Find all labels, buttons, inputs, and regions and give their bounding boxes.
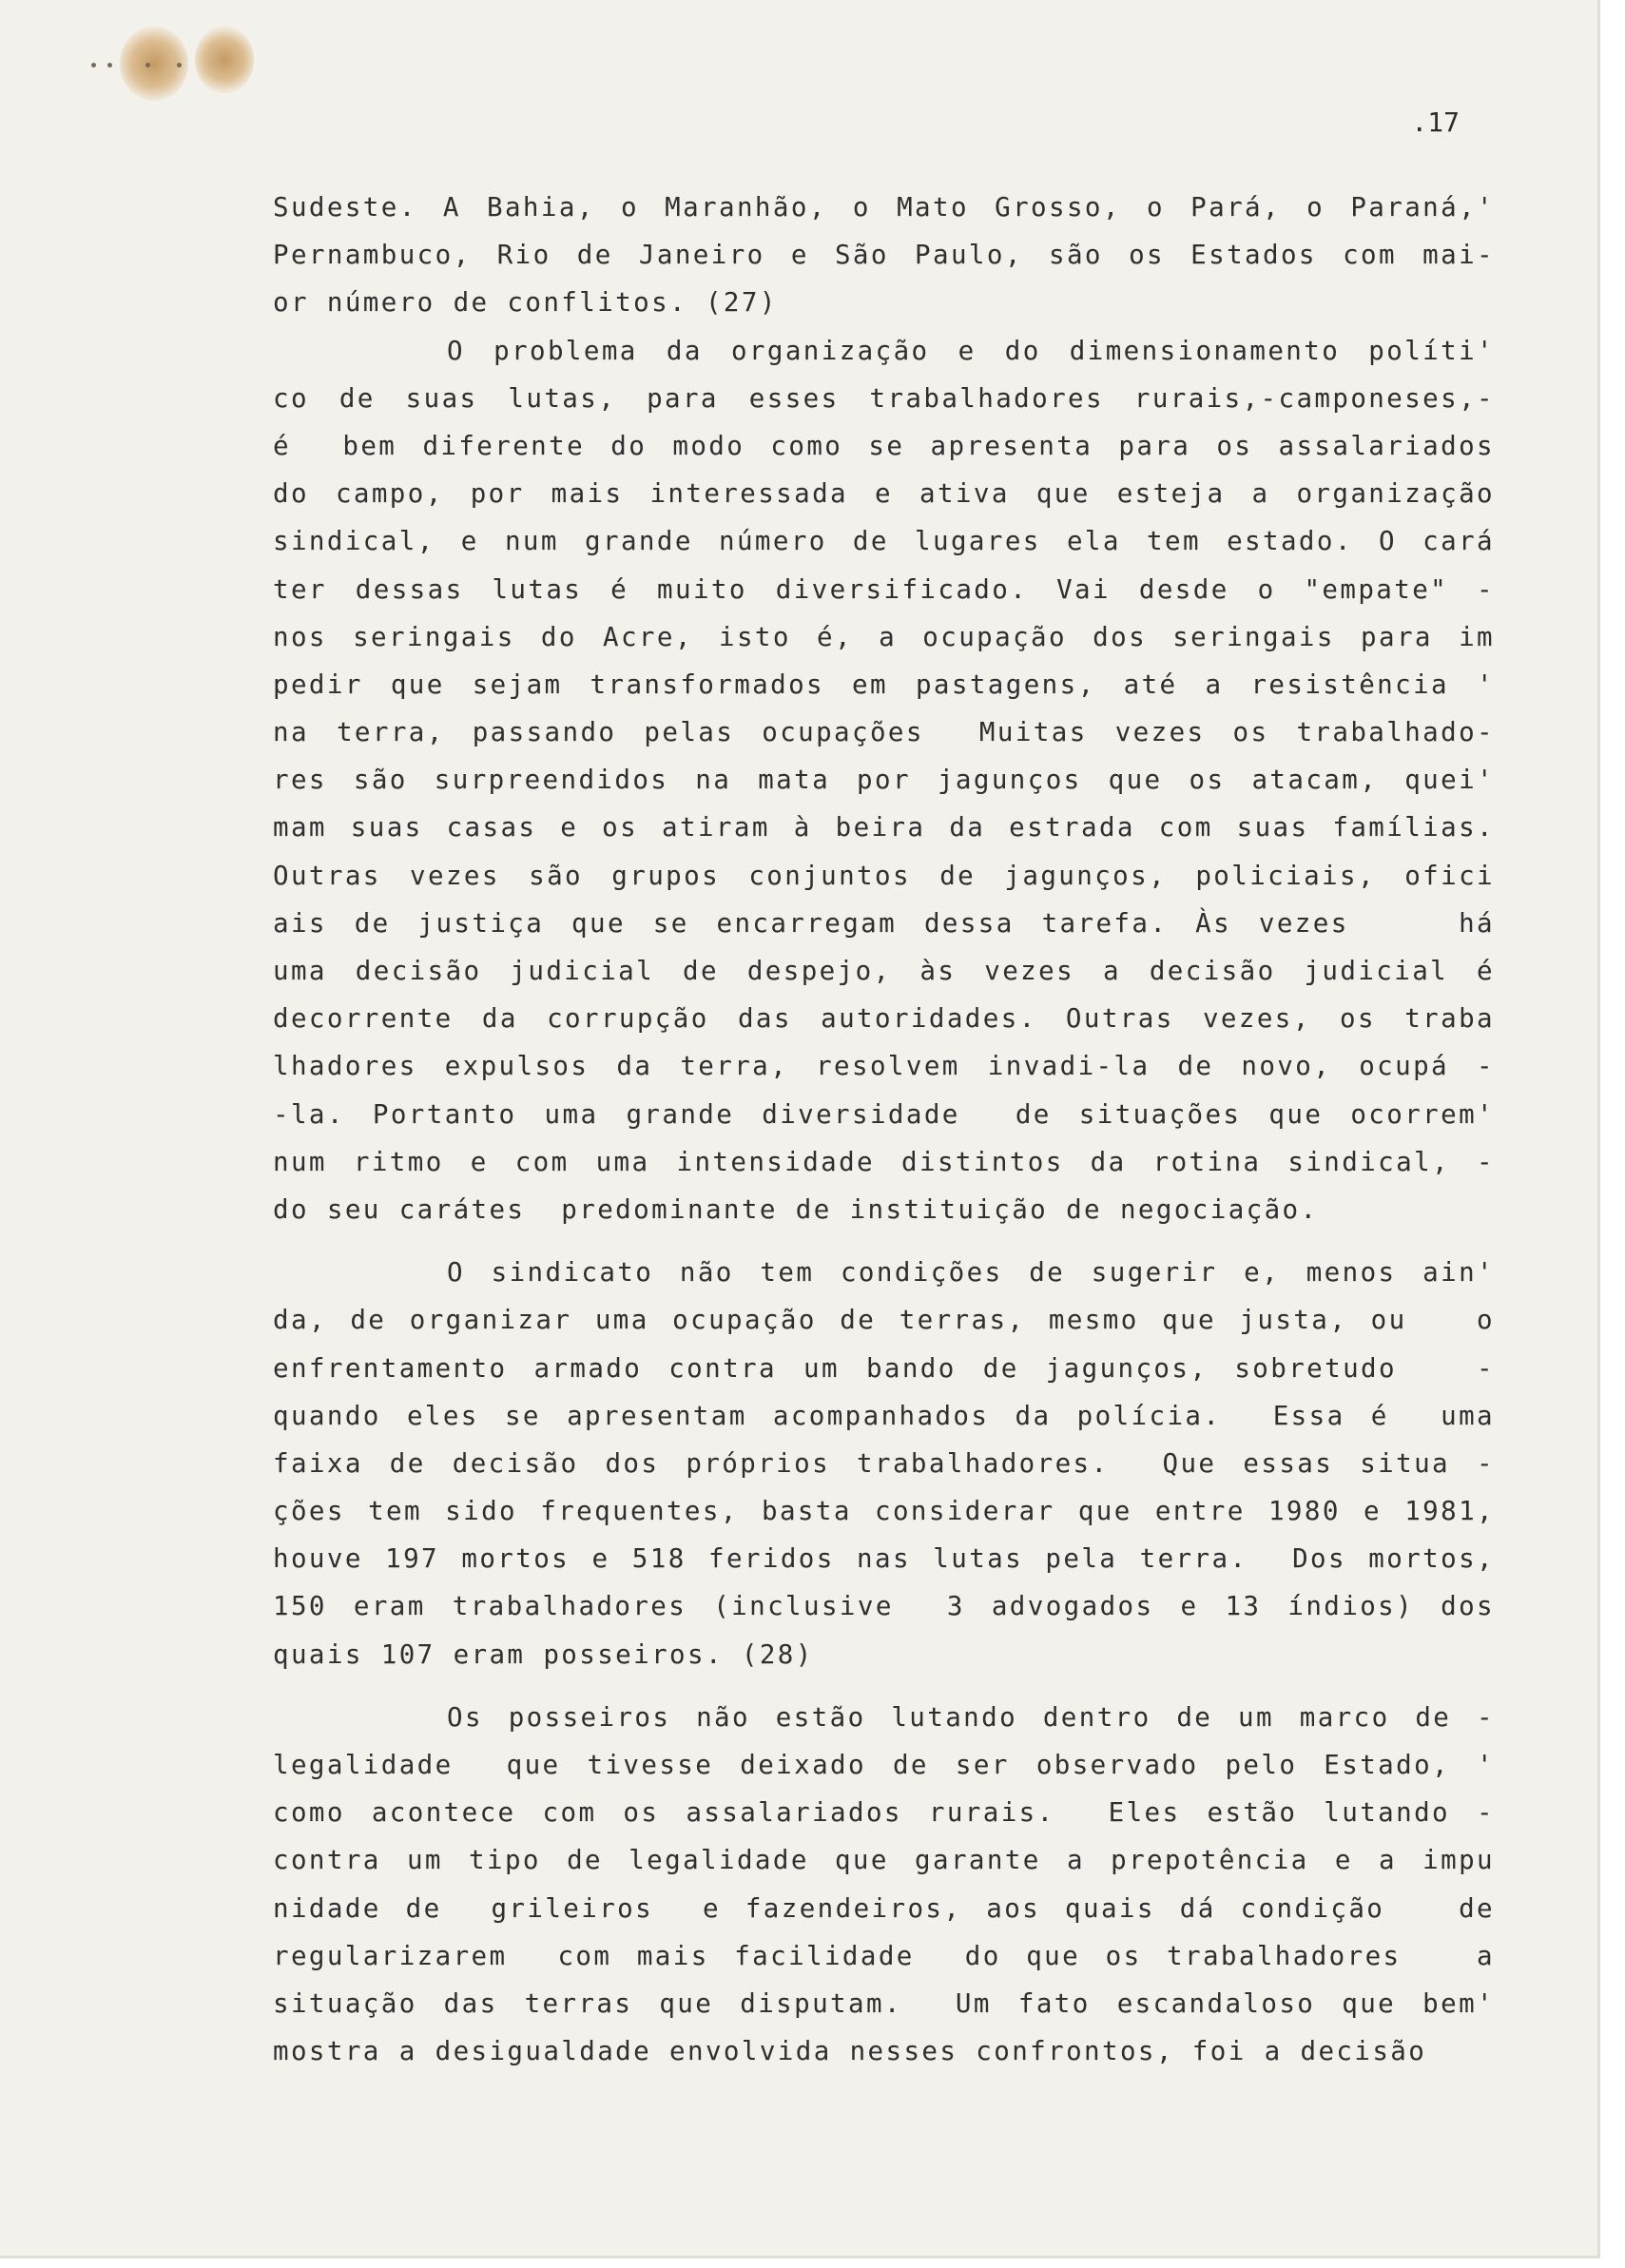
text-line: enfrentamento armado contra um bando de jagunços, sobretudo - [273, 1352, 1495, 1384]
text-line: ter dessas lutas é muito diversificado. Vai desde o "empate" - [273, 573, 1495, 605]
speck [91, 63, 96, 68]
text-line: contra um tipo de legalidade que garante a prepotência e a impu [273, 1845, 1495, 1876]
text-line: O problema da organização e do dimensionamento políti' [447, 335, 1495, 366]
text-line: ções tem sido frequentes, basta considerar que entre 1980 e 1981, [273, 1496, 1495, 1527]
text-line: Outras vezes são grupos conjuntos de jagunços, policiais, ofici [273, 860, 1495, 891]
text-line: regularizarem com mais facilidade do que os trabalhadores a [273, 1940, 1495, 1971]
text-line: 150 eram trabalhadores (inclusive 3 advogados e 13 índios) dos [273, 1591, 1495, 1622]
text-line: O sindicato não tem condições de sugerir e, menos ain' [447, 1257, 1495, 1289]
text-line: pedir que sejam transformados em pastagens, até a resistência ' [273, 669, 1495, 700]
text-line: Os posseiros não estão lutando dentro de um marco de - [447, 1701, 1495, 1733]
text-line: da, de organizar uma ocupação de terras, mesmo que justa, ou o [273, 1305, 1495, 1336]
paragraph [273, 1694, 1495, 2076]
text-line: nos seringais do Acre, isto é, a ocupação dos seringais para im [273, 621, 1495, 652]
page-number: .17 [1411, 107, 1460, 138]
text-line: ais de justiça que se encarregam dessa tarefa. Às vezes há [273, 907, 1495, 939]
text-line: na terra, passando pelas ocupações Muitas vezes os trabalhado- [273, 717, 1495, 748]
speck [107, 63, 112, 68]
text-line: do seu carátes predominante de instituição de negociação. [273, 1193, 1319, 1225]
text-line: Pernambuco, Rio de Janeiro e São Paulo, são os Estados com mai- [273, 240, 1495, 271]
text-line: legalidade que tivesse deixado de ser observado pelo Estado, ' [273, 1750, 1495, 1780]
text-line: nidade de grileiros e fazendeiros, aos quais dá condição de [273, 1892, 1495, 1924]
text-line: Sudeste. A Bahia, o Maranhão, o Mato Grosso, o Pará, o Paraná,' [273, 192, 1495, 223]
rust-stain [195, 27, 254, 93]
text-line: uma decisão judicial de despejo, às vezes a decisão judicial é [273, 956, 1495, 986]
paragraph-gap [273, 1678, 1495, 1694]
speck [145, 63, 150, 68]
text-line: mam suas casas e os atiram à beira da estrada com suas famílias. [273, 812, 1495, 843]
text-line: sindical, e num grande número de lugares ela tem estado. O cará [273, 526, 1495, 557]
text-line: quais 107 eram posseiros. (28) [273, 1638, 814, 1670]
text-line: num ritmo e com uma intensidade distintos da rotina sindical, - [273, 1146, 1495, 1177]
paragraph-gap [273, 1233, 1495, 1249]
text-line: houve 197 mortos e 518 feridos nas lutas pela terra. Dos mortos, [273, 1543, 1495, 1575]
paragraph [273, 1249, 1495, 1678]
text-line: quando eles se apresentam acompanhados da polícia. Essa é uma [273, 1400, 1495, 1431]
text-line: do campo, por mais interessada e ativa que esteja a organização [273, 478, 1495, 510]
text-line: mostra a desigualdade envolvida nesses confrontos, foi a decisão [273, 2036, 1427, 2067]
text-line: lhadores expulsos da terra, resolvem invadi-la de novo, ocupá - [273, 1051, 1495, 1082]
text-line: é bem diferente do modo como se apresenta para os assalariados [273, 430, 1495, 461]
text-line: situação das terras que disputam. Um fato escandaloso que bem' [273, 1987, 1495, 2019]
text-line: -la. Portanto uma grande diversidade de situações que ocorrem' [273, 1098, 1495, 1130]
speck [177, 63, 182, 68]
text-line: or número de conflitos. (27) [273, 287, 778, 319]
text-line: faixa de decisão dos próprios trabalhadores. Que essas situa - [273, 1447, 1495, 1479]
document-body [273, 184, 1495, 2075]
text-line: como acontece com os assalariados rurais. Eles estão lutando - [273, 1797, 1495, 1829]
text-line: decorrente da corrupção das autoridades. Outras vezes, os traba [273, 1003, 1495, 1035]
paragraph [273, 184, 1495, 327]
text-line: co de suas lutas, para esses trabalhadores rurais,-camponeses,- [273, 382, 1495, 414]
text-line: res são surpreendidos na mata por jagunços que os atacam, quei' [273, 765, 1495, 796]
paragraph [273, 327, 1495, 1234]
